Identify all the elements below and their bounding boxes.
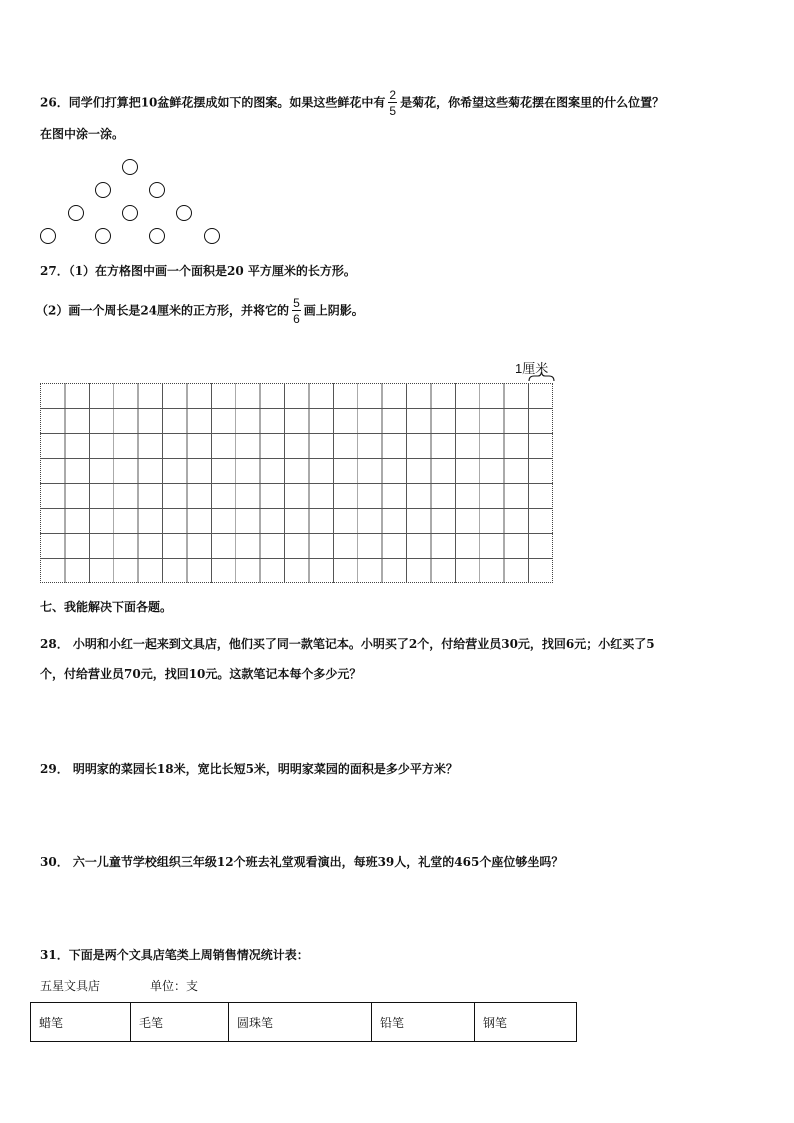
table-header-cell: 蜡笔 bbox=[31, 1003, 131, 1042]
flower-circle[interactable] bbox=[40, 228, 56, 244]
table-row bbox=[31, 1003, 577, 1042]
flower-circle[interactable] bbox=[149, 228, 165, 244]
table-header-cell: 毛笔 bbox=[131, 1003, 229, 1042]
q26-text-part1: 26．同学们打算把10盆鲜花摆成如下的图案。如果这些鲜花中有 bbox=[40, 95, 386, 110]
flower-circle[interactable] bbox=[122, 159, 138, 175]
q26-instruction: 在图中涂一涂。 bbox=[40, 127, 125, 141]
scale-label: 1厘米 bbox=[515, 361, 549, 376]
q27-fraction-denominator: 6 bbox=[293, 312, 300, 326]
grid-paper[interactable] bbox=[40, 383, 553, 583]
flower-circle[interactable] bbox=[68, 205, 84, 221]
q27-fraction-numerator: 5 bbox=[293, 296, 300, 310]
q27-part2 bbox=[36, 297, 364, 325]
sales-table bbox=[30, 1002, 577, 1042]
q28-line2: 个，付给营业员70元，找回10元。这款笔记本每个多少元？ bbox=[40, 667, 362, 681]
flower-circle[interactable] bbox=[122, 205, 138, 221]
q29-text: 29． 明明家的菜园长18米，宽比长短5米，明明家菜园的面积是多少平方米？ bbox=[40, 762, 458, 776]
q27-fraction bbox=[292, 297, 301, 325]
unit-label: 单位：支 bbox=[150, 979, 199, 993]
q27-part1: 27．（1）在方格图中画一个面积是20 平方厘米的长方形。 bbox=[40, 264, 356, 278]
q27-part2-text-a: （2）画一个周长是24厘米的正方形，并将它的 bbox=[36, 303, 290, 318]
q31-text: 31．下面是两个文具店笔类上周销售情况统计表： bbox=[40, 948, 309, 962]
q28-line1: 28． 小明和小红一起来到文具店，他们买了同一款笔记本。小明买了2个，付给营业员30元，找回6元；小红买了5 bbox=[40, 637, 655, 651]
q26-fraction-denominator: 5 bbox=[389, 104, 397, 118]
flower-circle[interactable] bbox=[95, 182, 111, 198]
q27-part2-text-b: 画上阴影。 bbox=[303, 303, 364, 318]
table-header-cell: 铅笔 bbox=[372, 1003, 475, 1042]
q26-fraction-numerator: 2 bbox=[389, 88, 397, 102]
flower-circle[interactable] bbox=[204, 228, 220, 244]
q30-text: 30． 六一儿童节学校组织三年级12个班去礼堂观看演出，每班39人，礼堂的465个座位够坐吗？ bbox=[40, 855, 564, 869]
table-header-cell: 钢笔 bbox=[475, 1003, 577, 1042]
q26-fraction bbox=[388, 89, 397, 117]
flower-circle[interactable] bbox=[149, 182, 165, 198]
scale-brace-icon bbox=[527, 371, 557, 383]
flower-circle[interactable] bbox=[176, 205, 192, 221]
flower-circle[interactable] bbox=[95, 228, 111, 244]
q26-text-part2: 是菊花，你希望这些菊花摆在图案里的什么位置？ bbox=[400, 95, 665, 110]
q26-text bbox=[40, 89, 664, 117]
section-7-title: 七、我能解决下面各题。 bbox=[40, 600, 173, 614]
store-name: 五星文具店 bbox=[40, 979, 101, 993]
table-header-cell: 圆珠笔 bbox=[229, 1003, 372, 1042]
